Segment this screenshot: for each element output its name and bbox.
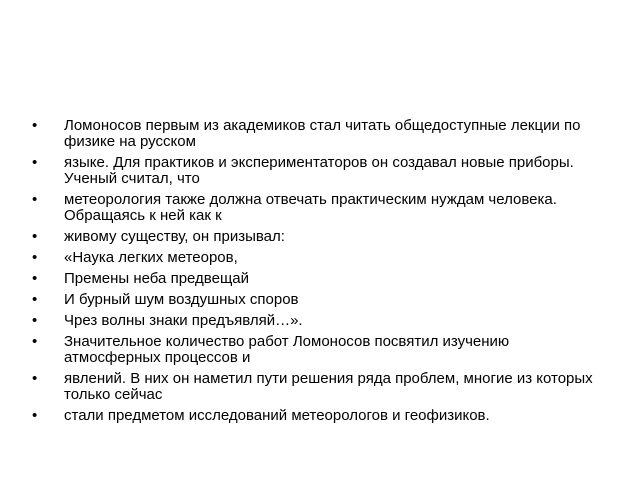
list-item [32,250,600,266]
list-item [32,334,600,366]
list-item [32,271,600,287]
list-item-text: Значительное количество работ Ломоносов посвятил изучению атмосферных процессов и [64,333,510,366]
list-item-text: И бурный шум воздушных споров [64,291,299,308]
bullet-icon: • [32,291,38,308]
list-item [32,155,600,187]
list-item-text: метеорология также должна отвечать практическим нуждам человека. Обращаясь к ней как к [64,191,557,224]
bullet-icon: • [32,249,38,266]
list-item [32,408,600,424]
list-item-text: Премены неба предвещай [64,270,250,287]
bullet-icon: • [32,333,38,350]
list-item-text: стали предметом исследований метеорологов и геофизиков. [64,407,490,424]
list-item-text: Чрез волны знаки предъявляй…». [64,312,303,329]
bullet-icon: • [32,370,38,387]
list-item [32,292,600,308]
list-item-text: языке. Для практиков и экспериментаторов он создавал новые приборы. Ученый считал, что [64,154,574,187]
bullet-icon: • [32,228,38,245]
bullet-icon: • [32,312,38,329]
list-item [32,313,600,329]
bullet-icon: • [32,191,38,208]
list-item-text: «Наука легких метеоров, [64,249,238,266]
bullet-icon: • [32,117,38,134]
list-item-text: живому существу, он призывал: [64,228,285,245]
list-item-text: явлений. В них он наметил пути решения ряда проблем, многие из которых только сейчас [64,370,593,403]
bullet-list [32,118,600,429]
list-item-text: Ломоносов первым из академиков стал читать общедоступные лекции по физике на русском [64,117,581,150]
bullet-icon: • [32,154,38,171]
list-item [32,229,600,245]
list-item [32,192,600,224]
bullet-icon: • [32,407,38,424]
bullet-icon: • [32,270,38,287]
list-item [32,118,600,150]
list-item [32,371,600,403]
